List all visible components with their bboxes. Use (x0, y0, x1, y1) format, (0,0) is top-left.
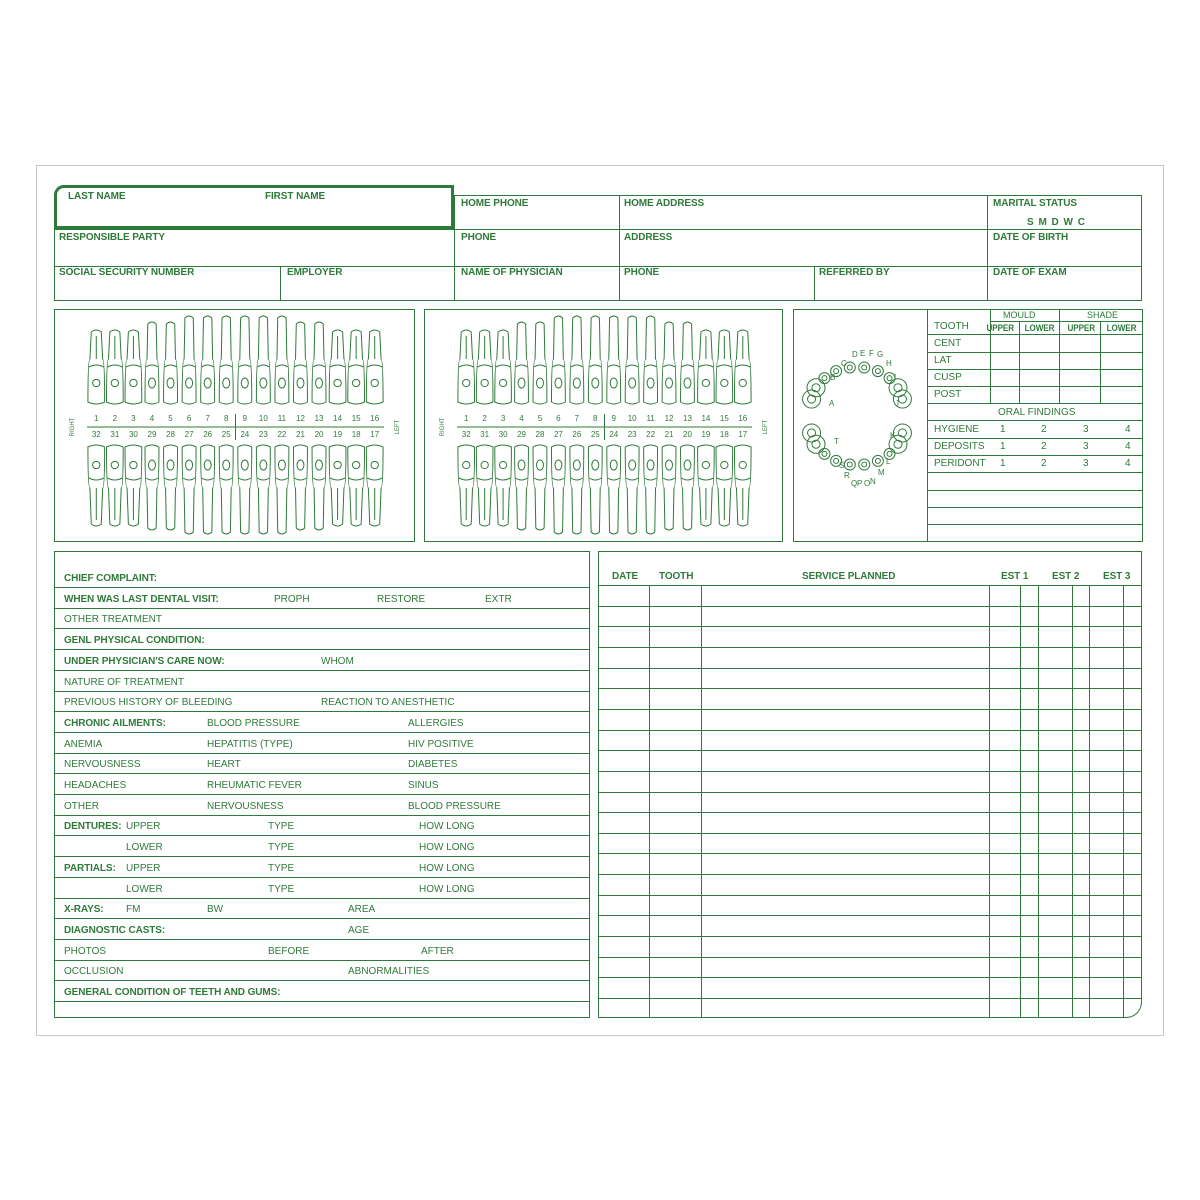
upper-tooth-number: 3 (131, 414, 136, 423)
history-field-label: SINUS (408, 780, 439, 791)
upper-tooth-number: 12 (664, 414, 674, 423)
upper-tooth-number: 8 (223, 414, 229, 423)
service-row-rule (598, 998, 1142, 999)
lower-tooth-number: 25 (221, 430, 231, 439)
shade-lower: LOWER (1106, 323, 1137, 333)
history-rule (54, 670, 590, 671)
service-row-rule (598, 688, 1142, 689)
history-rule (54, 918, 590, 919)
referred-by-label: REFERRED BY (819, 267, 890, 278)
primary-tooth-letter: P (857, 479, 863, 488)
service-row-rule (598, 771, 1142, 772)
history-field-label: HOW LONG (419, 862, 475, 874)
tooth-chart-1[interactable] (54, 309, 415, 542)
history-rule (54, 835, 590, 836)
lower-tooth-number: 24 (609, 430, 619, 439)
lower-tooth-number: 21 (664, 430, 674, 439)
lower-tooth-number: 25 (590, 430, 600, 439)
history-field-label: HIV POSITIVE (408, 738, 474, 750)
primary-tooth-letter: T (834, 437, 839, 446)
primary-tooth-letter: R (844, 471, 850, 480)
history-field-label: RHEUMATIC FEVER (207, 780, 302, 791)
history-field-label: NATURE OF TREATMENT (64, 676, 184, 688)
history-rule (54, 980, 590, 981)
history-field-label: LOWER (126, 842, 163, 854)
upper-tooth-number: 5 (537, 414, 543, 423)
history-field-label: PARTIALS: (64, 862, 116, 874)
row-lat: LAT (934, 355, 952, 366)
employer-label: EMPLOYER (287, 267, 343, 278)
history-rule (54, 753, 590, 754)
shade-header: SHADE (1087, 310, 1119, 320)
lower-tooth-number: 21 (296, 430, 305, 439)
history-rule (54, 877, 590, 878)
history-rule (54, 898, 590, 899)
service-row-rule (598, 812, 1142, 813)
history-field-label: BLOOD PRESSURE (408, 800, 501, 812)
upper-tooth-number: 9 (611, 414, 616, 423)
primary-tooth-letter: D (852, 350, 858, 359)
history-rule (54, 628, 590, 629)
tooth-diagram (425, 310, 784, 543)
address-label: ADDRESS (624, 232, 673, 243)
service-col-rule (1038, 585, 1039, 1018)
service-row-rule (598, 668, 1142, 669)
history-field-label: UPPER (126, 821, 161, 833)
lower-tooth-number: 29 (517, 430, 526, 439)
history-field-label: REACTION TO ANESTHETIC (321, 697, 455, 709)
history-field-label: OTHER (64, 800, 99, 812)
primary-tooth-letter: Q (851, 479, 858, 488)
history-field-label: X-RAYS: (64, 904, 104, 916)
upper-tooth-number: 6 (186, 414, 192, 423)
date-of-exam-label: DATE OF EXAM (993, 267, 1067, 278)
history-field-label: BEFORE (268, 945, 310, 957)
primary-tooth-letter: C (841, 359, 847, 368)
est3-header: EST 3 (1103, 571, 1131, 582)
lower-tooth-number: 31 (480, 430, 490, 439)
primary-tooth-letter: O (864, 479, 871, 488)
service-row-rule (598, 957, 1142, 958)
service-row-rule (598, 709, 1142, 710)
oral-finding-score[interactable]: 1 (1000, 441, 1006, 452)
history-field-label: RESTORE (377, 593, 426, 605)
history-rule (54, 1001, 590, 1002)
lower-tooth-number: 20 (314, 430, 324, 439)
upper-tooth-number: 9 (242, 414, 247, 423)
service-col-rule (1020, 585, 1021, 1018)
upper-tooth-number: 12 (296, 414, 305, 423)
history-field-label: OTHER TREATMENT (64, 614, 162, 626)
primary-tooth-letter: G (877, 350, 884, 359)
row-cusp: CUSP (934, 372, 962, 383)
responsible-party-label: RESPONSIBLE PARTY (59, 232, 165, 243)
upper-tooth-number: 1 (94, 414, 99, 423)
service-row-rule (598, 792, 1142, 793)
history-field-label: OCCLUSION (64, 966, 124, 978)
primary-tooth-letter: A (829, 399, 835, 408)
lower-tooth-number: 31 (110, 430, 120, 439)
lower-tooth-number: 19 (333, 430, 343, 439)
history-field-label: AFTER (421, 945, 454, 957)
history-field-label: HEART (207, 759, 241, 771)
service-row-rule (598, 626, 1142, 627)
history-rule (54, 815, 590, 816)
history-field-label: FM (126, 904, 141, 916)
oral-finding-score[interactable]: 4 (1125, 458, 1131, 469)
service-row-rule (598, 936, 1142, 937)
upper-tooth-number: 5 (168, 414, 173, 423)
history-field-label: GENERAL CONDITION OF TEETH AND GUMS: (64, 987, 281, 998)
lower-tooth-number: 27 (553, 430, 563, 439)
service-section (598, 551, 1142, 1018)
service-row-rule (598, 977, 1142, 978)
history-field-label: NERVOUSNESS (207, 800, 284, 812)
home-phone-label: HOME PHONE (461, 198, 529, 209)
tooth-chart-2[interactable] (424, 309, 783, 542)
oral-finding-score[interactable]: 2 (1041, 424, 1047, 435)
left-side-label: LEFT (763, 419, 769, 435)
service-row-rule (598, 606, 1142, 607)
right-side-label: RIGHT (440, 417, 446, 437)
shade-upper: UPPER (1067, 323, 1095, 333)
history-rule (54, 773, 590, 774)
lower-tooth-number: 20 (683, 430, 692, 439)
history-field-label: HOW LONG (419, 883, 475, 895)
service-row-rule (598, 730, 1142, 731)
service-row-rule (598, 915, 1142, 916)
primary-tooth-letter: N (870, 477, 876, 486)
history-field-label: AREA (348, 904, 376, 916)
history-rule (54, 691, 590, 692)
upper-tooth-number: 1 (463, 414, 469, 423)
marital-options[interactable]: S M D W C (1027, 217, 1086, 228)
date-col-header: DATE (612, 571, 639, 582)
lower-tooth-number: 27 (184, 430, 194, 439)
upper-tooth-number: 10 (627, 414, 637, 423)
upper-tooth-number: 10 (258, 414, 268, 423)
upper-tooth-number: 8 (593, 414, 598, 423)
history-field-label: HOW LONG (419, 821, 475, 833)
oral-finding-score[interactable]: 4 (1125, 424, 1131, 435)
primary-tooth-letter: E (860, 349, 866, 358)
primary-tooth-letter: I (894, 373, 897, 382)
mould-upper: UPPER (986, 323, 1014, 333)
history-field-label: PHOTOS (64, 945, 107, 957)
physician-label: NAME OF PHYSICIAN (461, 267, 563, 278)
right-side-label: RIGHT (70, 417, 76, 437)
lower-tooth-number: 17 (370, 430, 380, 439)
history-field-label: BLOOD PRESSURE (207, 717, 300, 729)
upper-tooth-number: 16 (738, 414, 748, 423)
physician-phone-label: PHONE (624, 267, 660, 278)
primary-tooth-letter: J (895, 399, 899, 408)
service-col-rule (989, 585, 990, 1018)
history-rule (54, 856, 590, 857)
service-col-rule (1072, 585, 1073, 1018)
upper-tooth-number: 2 (112, 414, 118, 423)
oral-finding-score[interactable]: 3 (1083, 458, 1089, 469)
history-rule (54, 939, 590, 940)
history-field-label: ALLERGIES (408, 717, 464, 729)
mould-lower: LOWER (1024, 323, 1055, 333)
primary-tooth-letter: B (830, 373, 836, 382)
service-row-rule (598, 585, 1142, 586)
lower-tooth-number: 19 (701, 430, 711, 439)
history-field-label: EXTR (485, 593, 512, 605)
lower-tooth-number: 28 (535, 430, 545, 439)
lower-tooth-number: 23 (258, 430, 268, 439)
date-of-birth-label: DATE OF BIRTH (993, 232, 1069, 243)
lower-tooth-number: 22 (277, 430, 287, 439)
lower-tooth-number: 24 (240, 430, 250, 439)
upper-tooth-number: 11 (277, 414, 287, 423)
history-rule (54, 960, 590, 961)
lower-tooth-number: 26 (203, 430, 213, 439)
history-rule (54, 587, 590, 588)
service-col-rule (701, 585, 702, 1018)
upper-tooth-number: 13 (314, 414, 324, 423)
history-field-label: CHRONIC AILMENTS: (64, 717, 166, 729)
service-col-rule (649, 585, 650, 1018)
lower-tooth-number: 32 (461, 430, 471, 439)
history-field-label: HEPATITIS (TYPE) (207, 738, 293, 750)
primary-tooth-letter: L (886, 457, 891, 466)
history-field-label: TYPE (268, 883, 295, 895)
primary-teeth-diagram[interactable] (793, 309, 923, 542)
primary-tooth-letter: F (869, 349, 874, 358)
est1-header: EST 1 (1001, 571, 1029, 582)
service-row-rule (598, 750, 1142, 751)
oral-finding-label: PERIDONT (934, 458, 986, 469)
lower-tooth-number: 18 (719, 430, 729, 439)
mould-header: MOULD (1003, 310, 1036, 320)
oral-finding-score[interactable]: 1 (1000, 424, 1006, 435)
history-rule (54, 711, 590, 712)
oral-finding-score[interactable]: 1 (1000, 458, 1006, 469)
history-field-label: PROPH (274, 593, 310, 605)
tooth-col-header: TOOTH (659, 571, 694, 582)
history-field-label: HOW LONG (419, 842, 475, 854)
upper-tooth-number: 15 (351, 414, 361, 423)
primary-tooth-letter: S (839, 461, 845, 470)
upper-tooth-number: 3 (500, 414, 506, 423)
service-row-rule (598, 647, 1142, 648)
lower-tooth-number: 18 (351, 430, 361, 439)
oral-finding-score[interactable]: 2 (1041, 458, 1047, 469)
row-cent: CENT (934, 338, 962, 349)
history-field-label: TYPE (268, 842, 295, 854)
history-field-label: WHOM (321, 655, 354, 667)
history-field-label: DIAGNOSTIC CASTS: (64, 924, 166, 936)
history-rule (54, 649, 590, 650)
upper-tooth-number: 14 (333, 414, 343, 423)
tooth-diagram (55, 310, 416, 543)
history-field-label: ANEMIA (64, 738, 103, 750)
history-field-label: DIABETES (408, 759, 458, 771)
service-row-rule (598, 874, 1142, 875)
history-field-label: UNDER PHYSICIAN'S CARE NOW: (64, 655, 225, 667)
upper-tooth-number: 7 (205, 414, 210, 423)
history-rule (54, 794, 590, 795)
history-field-label: TYPE (268, 862, 295, 874)
lower-tooth-number: 22 (646, 430, 656, 439)
history-field-label: WHEN WAS LAST DENTAL VISIT: (64, 593, 219, 605)
home-address-label: HOME ADDRESS (624, 198, 705, 209)
history-field-label: BW (207, 904, 224, 916)
lower-tooth-number: 30 (128, 430, 138, 439)
service-col-rule (1089, 585, 1090, 1018)
oral-findings-title: ORAL FINDINGS (998, 407, 1076, 418)
upper-tooth-number: 15 (719, 414, 729, 423)
oral-finding-label: HYGIENE (934, 424, 980, 435)
upper-tooth-number: 4 (149, 414, 155, 423)
history-field-label: DENTURES: (64, 821, 122, 833)
primary-tooth-letter: M (878, 468, 885, 477)
phone-label: PHONE (461, 232, 497, 243)
oral-finding-score[interactable]: 4 (1125, 441, 1131, 452)
upper-tooth-number: 14 (701, 414, 711, 423)
service-row-rule (598, 853, 1142, 854)
tooth-header: TOOTH (934, 321, 969, 332)
oral-finding-score[interactable]: 3 (1083, 441, 1089, 452)
primary-tooth-letter: K (890, 431, 896, 440)
history-field-label: CHIEF COMPLAINT: (64, 573, 157, 584)
history-field-label: LOWER (126, 883, 163, 895)
upper-tooth-number: 11 (646, 414, 655, 423)
est2-header: EST 2 (1052, 571, 1080, 582)
lower-tooth-number: 28 (166, 430, 175, 439)
left-side-label: LEFT (395, 419, 401, 435)
service-row-rule (598, 833, 1142, 834)
service-row-rule (598, 895, 1142, 896)
dental-record-card (36, 165, 1164, 1036)
upper-tooth-number: 2 (482, 414, 487, 423)
history-rule (54, 608, 590, 609)
last-name-label: LAST NAME (68, 191, 126, 202)
history-field-label: ABNORMALITIES (348, 966, 430, 978)
service-planned-header: SERVICE PLANNED (802, 571, 896, 582)
history-field-label: HEADACHES (64, 780, 127, 791)
history-field-label: NERVOUSNESS (64, 759, 141, 771)
history-field-label: UPPER (126, 862, 161, 874)
marital-status-label: MARITAL STATUS (993, 198, 1077, 209)
lower-tooth-number: 26 (572, 430, 582, 439)
lower-tooth-number: 17 (738, 430, 748, 439)
lower-tooth-number: 30 (498, 430, 508, 439)
history-field-label: PREVIOUS HISTORY OF BLEEDING (64, 697, 233, 709)
first-name-label: FIRST NAME (265, 191, 326, 202)
service-col-rule (1123, 585, 1124, 1018)
primary-tooth-letter: H (886, 359, 892, 368)
history-rule (54, 732, 590, 733)
oral-finding-score[interactable]: 3 (1083, 424, 1089, 435)
lower-tooth-number: 23 (627, 430, 637, 439)
ssn-label: SOCIAL SECURITY NUMBER (59, 267, 195, 278)
history-field-label: GENL PHYSICAL CONDITION: (64, 635, 205, 647)
upper-tooth-number: 16 (370, 414, 380, 423)
oral-finding-score[interactable]: 2 (1041, 441, 1047, 452)
history-field-label: AGE (348, 924, 370, 936)
upper-tooth-number: 6 (556, 414, 561, 423)
row-post: POST (934, 389, 962, 400)
upper-tooth-number: 4 (519, 414, 524, 423)
upper-tooth-number: 7 (574, 414, 580, 423)
oral-finding-label: DEPOSITS (934, 441, 985, 452)
upper-tooth-number: 13 (683, 414, 692, 423)
history-field-label: TYPE (268, 821, 295, 833)
lower-tooth-number: 32 (91, 430, 101, 439)
lower-tooth-number: 29 (147, 430, 157, 439)
